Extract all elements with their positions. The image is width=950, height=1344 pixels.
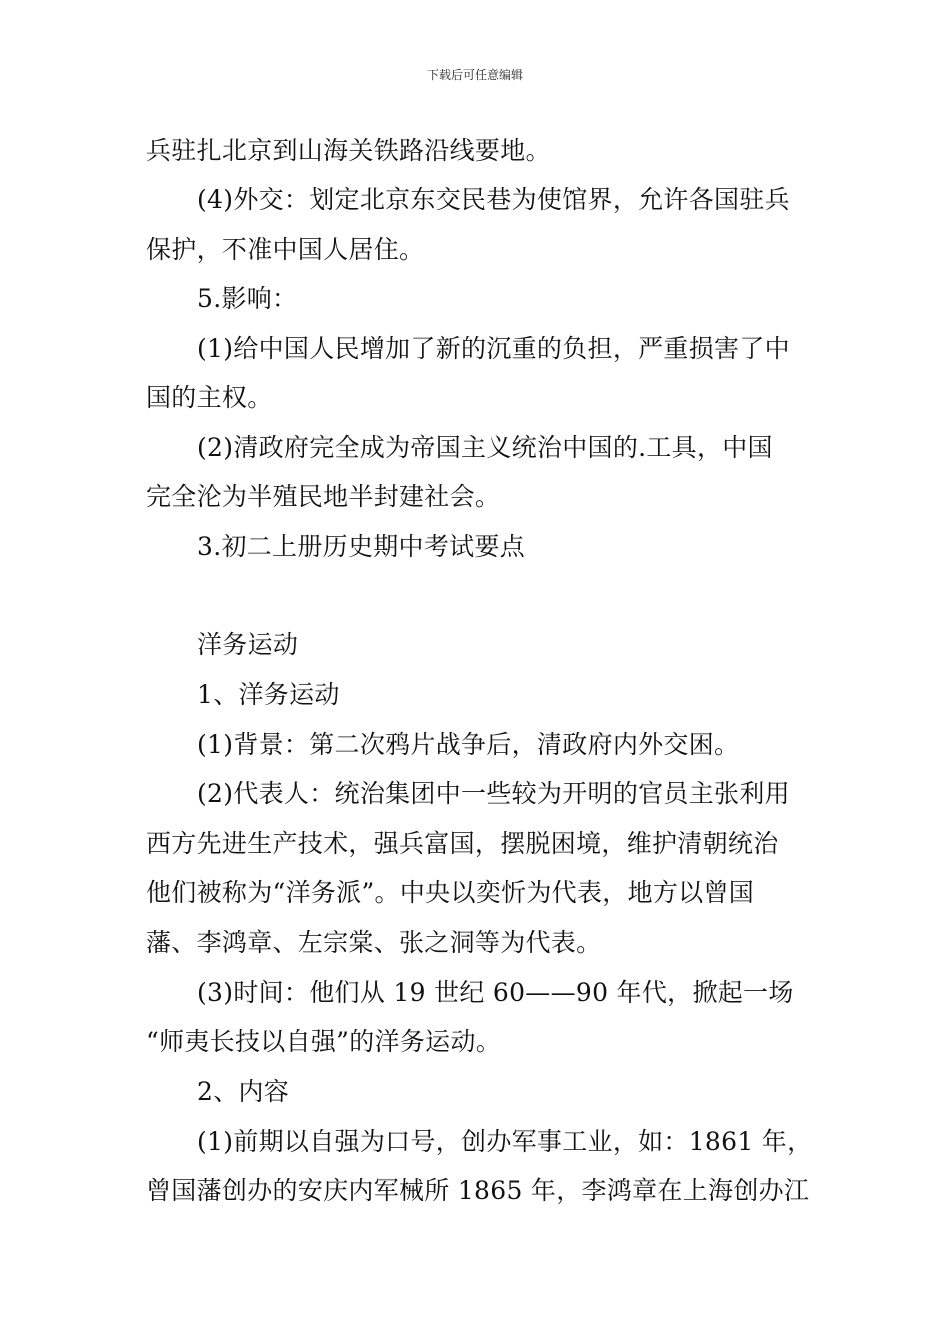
text-line: 完全沦为半殖民地半封建社会。	[146, 482, 501, 511]
text-line: (1)给中国人民增加了新的沉重的负担，严重损害了中	[197, 334, 790, 363]
text-line: 5.影响：	[197, 284, 298, 313]
text-line: (2)清政府完全成为帝国主义统治中国的.工具，中国	[197, 433, 773, 462]
text-line: 西方先进生产技术，强兵富国，摆脱困境，维护清朝统治	[146, 829, 779, 858]
text-line: 他们被称为“洋务派”。中央以奕忻为代表，地方以曾国	[146, 878, 755, 907]
text-line: 兵驻扎北京到山海关铁路沿线要地。	[146, 136, 551, 165]
page-header: 下载后可任意编辑	[426, 68, 523, 82]
text-line: (1)背景：第二次鸦片战争后，清政府内外交困。	[197, 730, 740, 759]
text-line: 保护，不准中国人居住。	[146, 235, 425, 264]
text-line: 2、内容	[197, 1077, 290, 1106]
text-line: (4)外交：划定北京东交民巷为使馆界，允许各国驻兵	[197, 185, 790, 214]
text-line: (2)代表人：统治集团中一些较为开明的官员主张利用	[197, 779, 790, 808]
text-line: “师夷长技以自强”的洋务运动。	[146, 1027, 502, 1056]
text-line: 曾国藩创办的安庆内军械所 1865 年，李鸿章在上海创办江	[146, 1176, 810, 1205]
text-line: 1、洋务运动	[197, 680, 340, 709]
text-line: 3.初二上册历史期中考试要点	[197, 532, 526, 561]
text-line: (1)前期以自强为口号，创办军事工业，如：1861 年，	[197, 1127, 813, 1156]
text-line: 洋务运动	[197, 630, 299, 659]
text-line: (3)时间：他们从 19 世纪 60——90 年代，掀起一场	[197, 978, 794, 1007]
text-line: 国的主权。	[146, 383, 273, 412]
text-line: 藩、李鸿章、左宗棠、张之洞等为代表。	[146, 928, 602, 957]
